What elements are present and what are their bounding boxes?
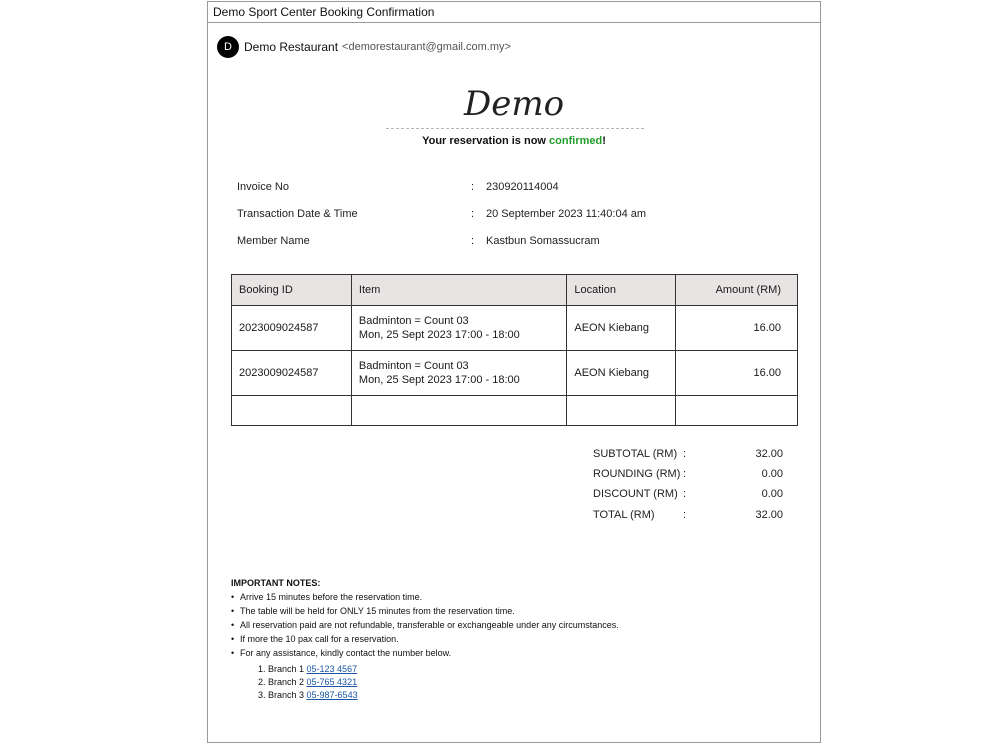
branch-phone-link[interactable]: 05-987-6543 <box>306 690 358 700</box>
total-row <box>593 509 783 525</box>
total-value: 0.00 <box>761 488 783 500</box>
notes-list <box>231 590 619 660</box>
total-label: DISCOUNT (RM) <box>593 488 678 500</box>
confirm-status: confirmed <box>549 135 603 147</box>
branch-item <box>258 689 619 702</box>
email-frame <box>207 1 821 743</box>
note-item: • The table will be held for ONLY 15 minutes from the reservation time. <box>231 604 619 618</box>
note-item: • Arrive 15 minutes before the reservation time. <box>231 590 619 604</box>
branch-item <box>258 663 619 676</box>
booking-table <box>231 274 798 426</box>
item-schedule: Mon, 25 Sept 2023 17:00 - 18:00 <box>358 329 520 341</box>
sender-email: <demorestaurant@gmail.com.my> <box>342 41 511 53</box>
cell-location: AEON Kiebang <box>567 306 676 351</box>
total-separator: : <box>683 509 687 521</box>
branch-phone-link[interactable]: 05-765 4321 <box>306 677 358 687</box>
confirmation-message <box>208 135 820 147</box>
col-location: Location <box>567 275 676 306</box>
brand-logo-script <box>454 77 574 127</box>
cell-amount: 16.00 <box>676 351 798 396</box>
total-label: TOTAL (RM) <box>593 509 655 521</box>
discount-row <box>593 488 783 504</box>
confirm-suffix: ! <box>602 135 606 147</box>
sender-row <box>217 35 511 59</box>
col-booking-id: Booking ID <box>232 275 352 306</box>
table-row <box>232 306 798 351</box>
item-name: Badminton = Count 03 <box>358 315 469 327</box>
total-value: 0.00 <box>761 468 783 480</box>
total-label: SUBTOTAL (RM) <box>593 448 678 460</box>
sender-avatar[interactable]: D <box>217 36 239 58</box>
cell-booking-id: 2023009024587 <box>232 351 352 396</box>
cell-amount: 16.00 <box>676 306 798 351</box>
branch-label: 3. Branch 3 <box>258 690 307 700</box>
note-item: • All reservation paid are not refundable, transferable or exchangeable under any circumstances. <box>231 618 619 632</box>
total-separator: : <box>683 488 687 500</box>
total-value: 32.00 <box>755 448 783 460</box>
info-separator: : <box>471 235 475 247</box>
email-subject: Demo Sport Center Booking Confirmation <box>208 2 820 23</box>
note-item: • If more the 10 pax call for a reservation. <box>231 632 619 646</box>
cell-booking-id: 2023009024587 <box>232 306 352 351</box>
info-separator: : <box>471 208 475 220</box>
table-row <box>232 351 798 396</box>
info-label: Invoice No <box>237 181 289 193</box>
cell-empty <box>567 396 676 426</box>
col-item: Item <box>351 275 566 306</box>
cell-item <box>351 306 566 351</box>
notes-title: IMPORTANT NOTES: <box>231 578 321 588</box>
total-label: ROUNDING (RM) <box>593 468 681 480</box>
important-notes <box>231 576 619 702</box>
branch-label: 1. Branch 1 <box>258 664 307 674</box>
cell-empty <box>351 396 566 426</box>
cell-empty <box>676 396 798 426</box>
branch-item <box>258 676 619 689</box>
info-label: Member Name <box>237 235 310 247</box>
info-label: Transaction Date & Time <box>237 208 358 220</box>
cell-item <box>351 351 566 396</box>
info-value: 230920114004 <box>486 181 559 193</box>
cell-empty <box>232 396 352 426</box>
total-separator: : <box>683 448 687 460</box>
sender-name: Demo Restaurant <box>244 40 339 54</box>
rounding-row <box>593 468 783 484</box>
branch-list <box>231 663 619 702</box>
item-name: Badminton = Count 03 <box>358 360 469 372</box>
item-schedule: Mon, 25 Sept 2023 17:00 - 18:00 <box>358 374 520 386</box>
info-value: Kastbun Somassucram <box>486 235 600 247</box>
logo-divider <box>386 128 644 129</box>
table-row-empty <box>232 396 798 426</box>
info-separator: : <box>471 181 475 193</box>
branch-phone-link[interactable]: 05-123 4567 <box>306 664 358 674</box>
cell-location: AEON Kiebang <box>567 351 676 396</box>
info-value: 20 September 2023 11:40:04 am <box>486 208 647 220</box>
subtotal-row <box>593 448 783 464</box>
note-item: • For any assistance, kindly contact the number below. <box>231 646 619 660</box>
confirm-prefix: Your reservation is now <box>422 135 550 147</box>
brand-logo-text: Demo <box>463 84 565 124</box>
total-value: 32.00 <box>755 509 783 521</box>
table-header-row <box>232 275 798 306</box>
total-separator: : <box>683 468 687 480</box>
col-amount: Amount (RM) <box>676 275 798 306</box>
brand-logo <box>208 77 820 127</box>
branch-label: 2. Branch 2 <box>258 677 307 687</box>
